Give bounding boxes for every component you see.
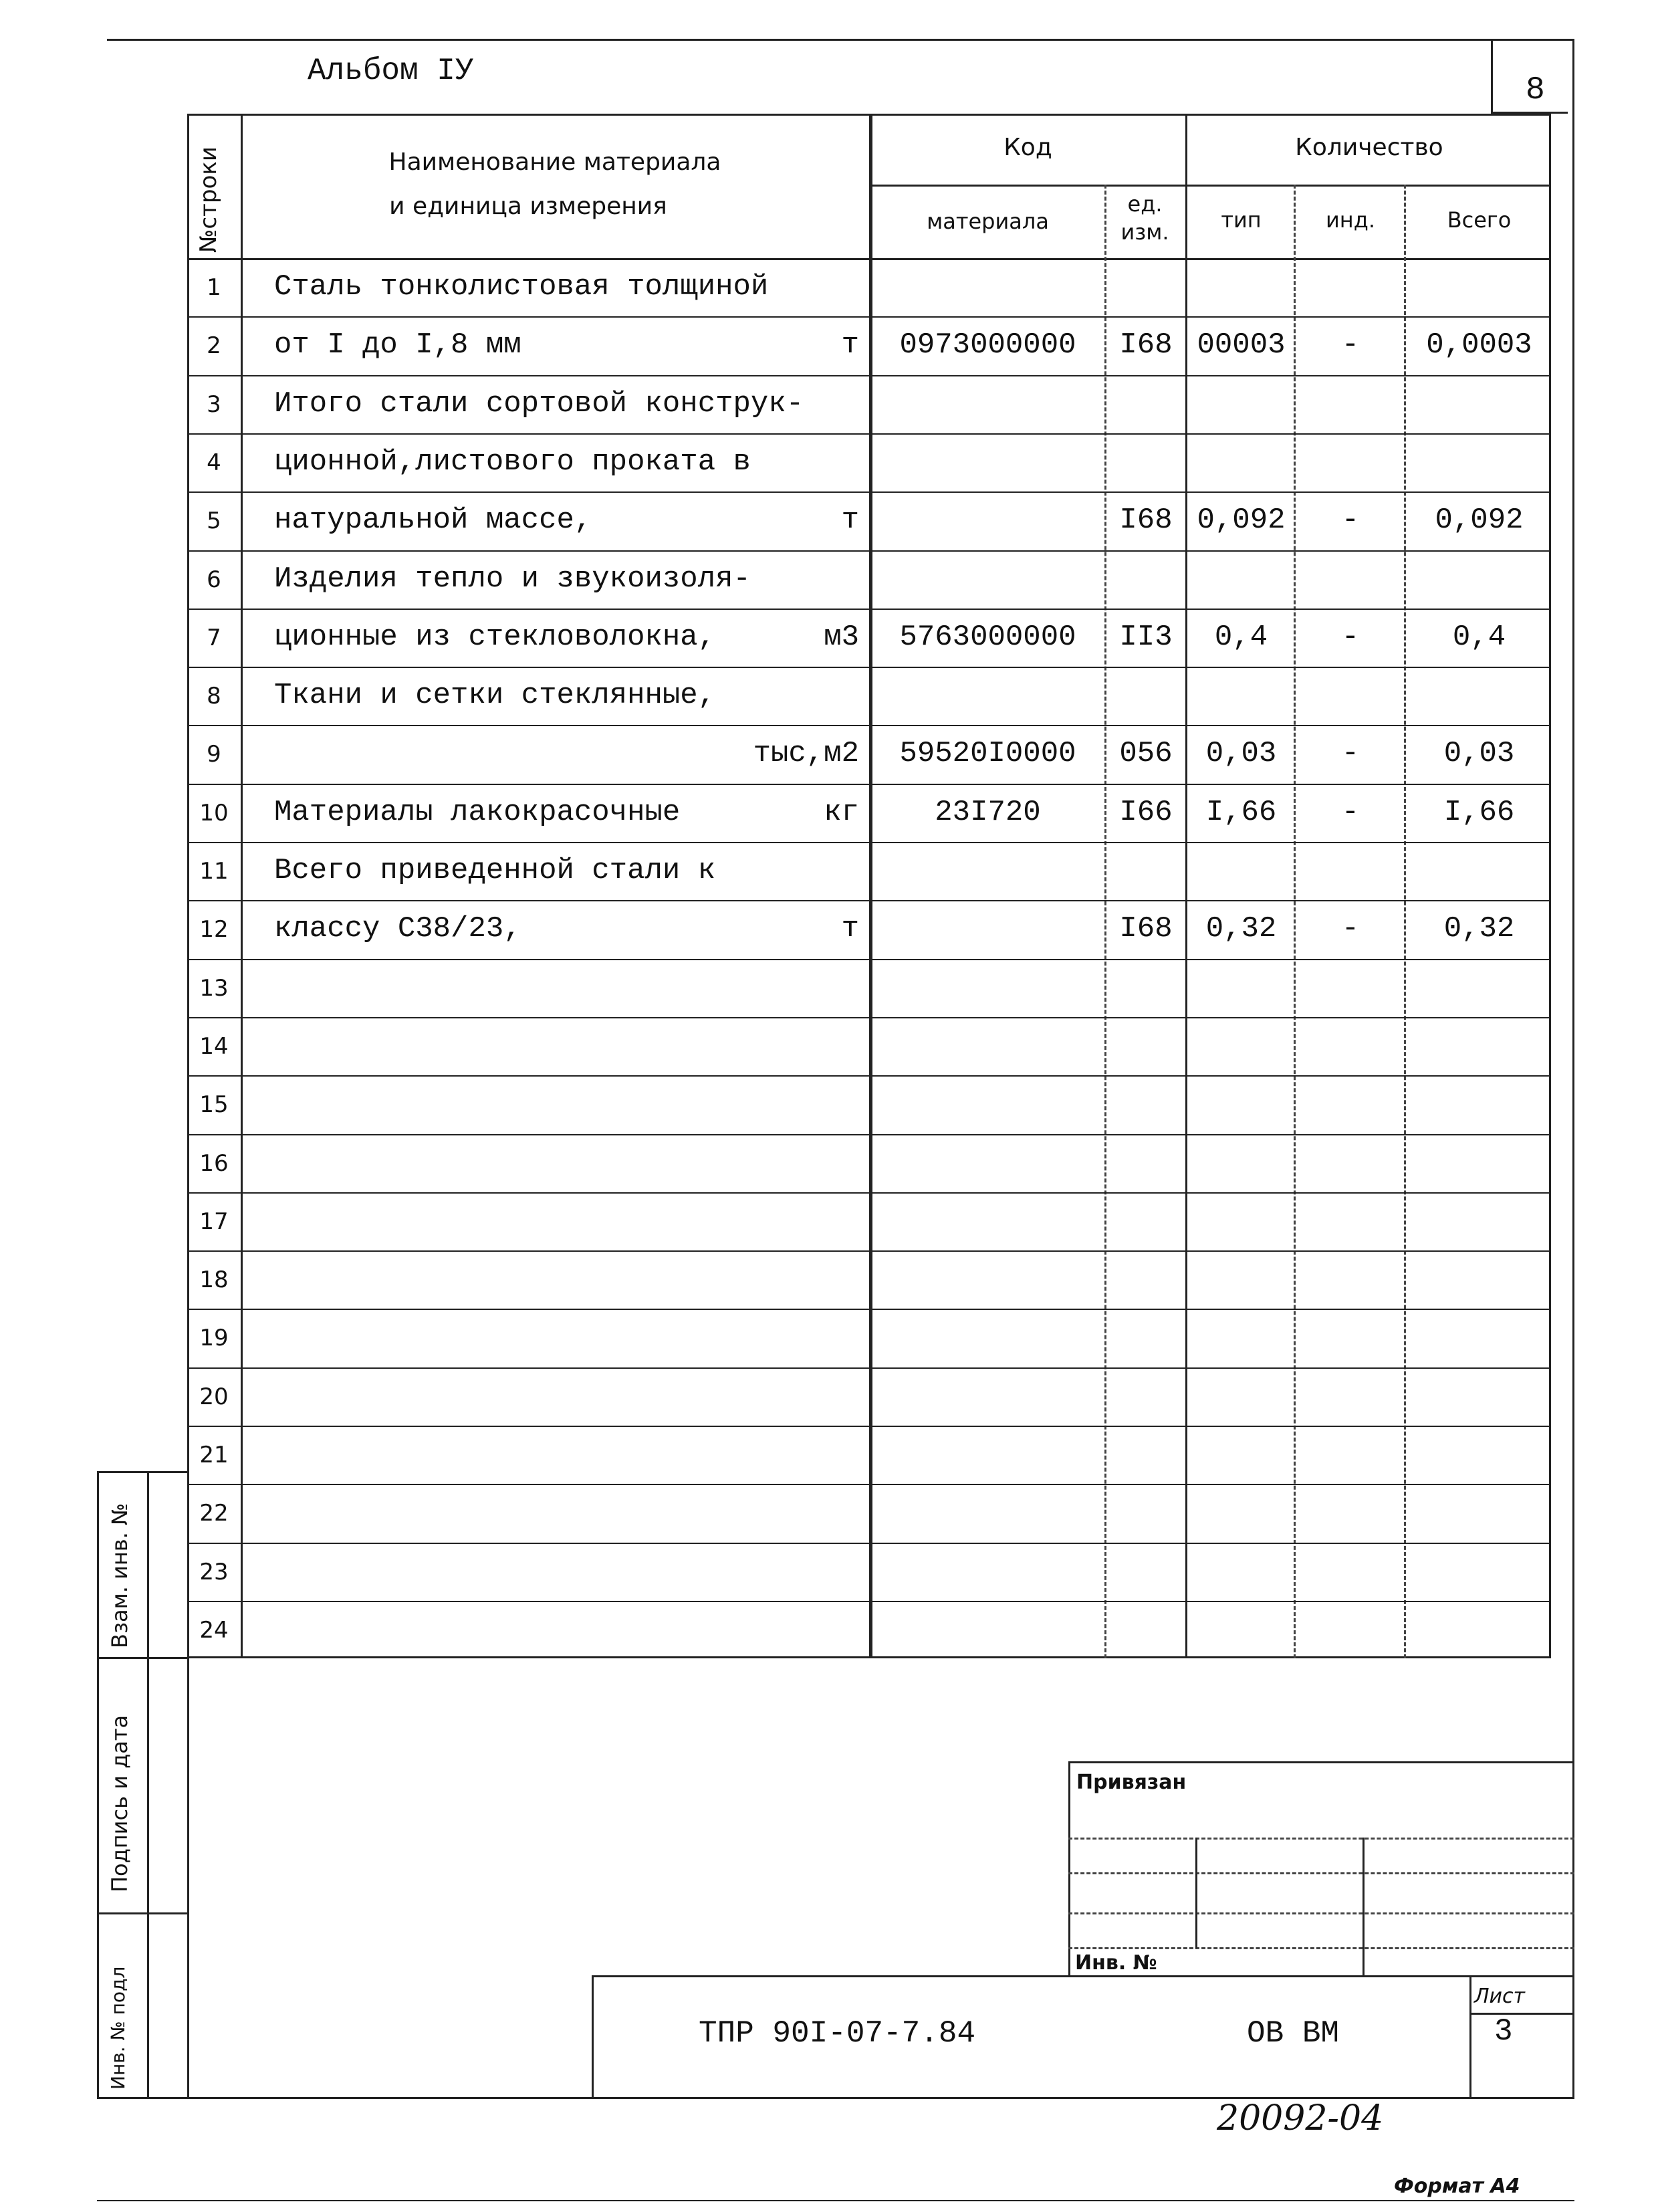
- row-number: 4: [207, 449, 221, 476]
- table-row-line: [187, 900, 1551, 901]
- cell-total: 0,32: [1443, 912, 1515, 946]
- right-border: [1572, 39, 1574, 2098]
- top-border: [107, 39, 1574, 41]
- row-number: 18: [199, 1266, 229, 1293]
- cell-ed: II3: [1119, 621, 1173, 654]
- header-name-line1: Наименование материала: [388, 148, 721, 176]
- row-number: 7: [207, 625, 221, 651]
- cell-total: 0,092: [1435, 504, 1524, 537]
- header-subline: [869, 185, 1551, 187]
- row-number: 13: [199, 975, 229, 1002]
- cell-name: ционной,листового проката в: [274, 445, 751, 479]
- header-unit-line2: изм.: [1120, 219, 1169, 245]
- cell-ed: I68: [1119, 912, 1173, 946]
- row-number: 1: [207, 274, 221, 301]
- cell-name: натуральной массе,: [274, 504, 592, 537]
- row-number: 23: [199, 1559, 229, 1585]
- stamp-attached-line3: [1068, 1912, 1574, 1914]
- side-stamp-line1: [97, 1657, 187, 1659]
- table-row-line: [187, 959, 1551, 960]
- stamp-attached-col1: [1195, 1838, 1197, 1949]
- col-line-ind: [1404, 185, 1406, 1658]
- row-number: 22: [199, 1500, 229, 1527]
- row-number: 14: [199, 1033, 229, 1060]
- stamp-main-left: [592, 1975, 594, 2098]
- page-number: 8: [1526, 72, 1545, 108]
- table-row-line: [187, 1601, 1551, 1602]
- cell-unit: тыс,м2: [753, 737, 859, 770]
- table-row-line: [187, 784, 1551, 785]
- header-code: Код: [1003, 134, 1052, 161]
- cell-ind: -: [1341, 621, 1360, 654]
- table-row-line: [187, 1017, 1551, 1018]
- table-row-line: [187, 609, 1551, 610]
- table-row-line: [187, 842, 1551, 843]
- side-stamp-right: [187, 1471, 189, 2098]
- cell-name: классу С38/23,: [274, 912, 521, 946]
- table-row-line: [187, 1426, 1551, 1427]
- table-row-line: [187, 1134, 1551, 1135]
- table-row-line: [187, 1543, 1551, 1544]
- cell-total: I,66: [1443, 796, 1515, 829]
- album-title: Альбом IУ: [308, 53, 474, 88]
- table-row-line: [187, 1484, 1551, 1485]
- header-quantity: Количество: [1295, 134, 1443, 161]
- cell-unit: т: [841, 504, 859, 537]
- side-stamp-line2: [97, 1912, 187, 1914]
- header-name-line2: и единица измерения: [389, 193, 667, 220]
- cell-type: I,66: [1205, 796, 1277, 829]
- stamp-attached-line2: [1068, 1872, 1574, 1874]
- header-code-material: материала: [927, 209, 1049, 234]
- row-number: 5: [207, 508, 221, 534]
- cell-name: Сталь тонколистовая толщиной: [274, 270, 769, 304]
- cell-name: Изделия тепло и звукоизоля-: [274, 562, 751, 596]
- stamp-inv-no: Инв. №: [1075, 1951, 1157, 1975]
- cell-type: 00003: [1197, 328, 1286, 362]
- cell-ind: -: [1341, 912, 1360, 946]
- header-unit-line1: ед.: [1127, 191, 1163, 217]
- row-number: 11: [199, 858, 229, 885]
- cell-unit: т: [841, 912, 859, 946]
- table-row-line: [187, 1309, 1551, 1310]
- cell-name: от I до I,8 мм: [274, 328, 521, 362]
- row-number: 24: [199, 1617, 229, 1644]
- stamp-sheet-left: [1469, 1975, 1471, 2098]
- stamp-doc-code: ТПР 90I-07-7.84: [699, 2016, 976, 2051]
- header-qty-total: Всего: [1447, 207, 1512, 233]
- cell-code: 0973000000: [899, 328, 1076, 362]
- side-stamp-inner: [147, 1471, 149, 2098]
- row-number: 8: [207, 683, 221, 709]
- cell-code: 23I720: [935, 796, 1041, 829]
- cell-code: 59520I0000: [899, 737, 1076, 770]
- table-row-line: [187, 491, 1551, 493]
- cell-unit: м3: [824, 621, 859, 654]
- cell-total: 0,03: [1443, 737, 1515, 770]
- handwritten-number: 20092-04: [1217, 2098, 1384, 2138]
- cell-name: Материалы лакокрасочные: [274, 796, 681, 829]
- footer-line: [97, 2200, 1574, 2201]
- cell-total: 0,4: [1452, 621, 1506, 654]
- side-stamp-outer: [97, 1471, 99, 2098]
- row-number: 3: [207, 391, 221, 418]
- stamp-sheet-divider: [1469, 2013, 1574, 2015]
- row-number: 16: [199, 1150, 229, 1177]
- table-row-line: [187, 433, 1551, 435]
- table-row-line: [187, 1192, 1551, 1194]
- cell-unit: т: [841, 328, 859, 362]
- stamp-attached: Привязан: [1076, 1771, 1187, 1794]
- row-number: 6: [207, 566, 221, 593]
- stamp-doc-mark: ОВ ВМ: [1247, 2016, 1340, 2051]
- table-row-line: [187, 550, 1551, 552]
- side-sign-date: Подпись и дата: [107, 1715, 132, 1892]
- row-number: 17: [199, 1208, 229, 1235]
- stamp-attached-left: [1068, 1761, 1070, 1975]
- stamp-attached-top: [1068, 1761, 1574, 1763]
- header-row-number: №строки: [195, 146, 222, 253]
- table-row-line: [187, 725, 1551, 726]
- row-number: 9: [207, 741, 221, 768]
- cell-total: 0,0003: [1426, 328, 1532, 362]
- cell-unit: кг: [824, 796, 859, 829]
- table-row-line: [187, 1250, 1551, 1252]
- stamp-attached-line4: [1068, 1947, 1574, 1949]
- cell-ed: I66: [1119, 796, 1173, 829]
- cell-code: 5763000000: [899, 621, 1076, 654]
- cell-ed: I68: [1119, 504, 1173, 537]
- stamp-sheet-label: Лист: [1474, 1985, 1526, 2008]
- side-inv-no: Взам. инв. №: [107, 1503, 132, 1648]
- format-label: Формат А4: [1394, 2175, 1520, 2198]
- cell-type: 0,092: [1197, 504, 1286, 537]
- table-row-line: [187, 1367, 1551, 1369]
- cell-ed: I68: [1119, 328, 1173, 362]
- cell-name: ционные из стекловолокна,: [274, 621, 716, 654]
- header-qty-ind: инд.: [1325, 207, 1375, 233]
- table-row-line: [187, 375, 1551, 376]
- row-number: 15: [199, 1091, 229, 1118]
- cell-type: 0,32: [1205, 912, 1277, 946]
- cell-name: Ткани и сетки стеклянные,: [274, 679, 716, 712]
- stamp-main-top: [592, 1975, 1574, 1977]
- side-stamp-top: [97, 1471, 187, 1473]
- cell-ed: 056: [1119, 737, 1173, 770]
- cell-ind: -: [1341, 737, 1360, 770]
- side-orig-inv: Инв. № подл: [107, 1966, 129, 2090]
- cell-name: Всего приведенной стали к: [274, 854, 716, 887]
- header-qty-type: тип: [1221, 207, 1262, 233]
- row-number: 12: [199, 916, 229, 943]
- row-number: 19: [199, 1325, 229, 1351]
- stamp-attached-col2: [1363, 1838, 1365, 1975]
- table-row-line: [187, 667, 1551, 668]
- cell-ind: -: [1341, 796, 1360, 829]
- table-row-line: [187, 1075, 1551, 1077]
- col-line-type: [1294, 185, 1296, 1658]
- cell-name: Итого стали сортовой конструк-: [274, 387, 804, 421]
- row-number: 10: [199, 800, 229, 826]
- cell-ind: -: [1341, 328, 1360, 362]
- cell-ind: -: [1341, 504, 1360, 537]
- cell-type: 0,03: [1205, 737, 1277, 770]
- cell-type: 0,4: [1214, 621, 1268, 654]
- row-number: 2: [207, 332, 221, 359]
- stamp-sheet-no: 3: [1494, 2014, 1513, 2049]
- table-row-line: [187, 316, 1551, 318]
- row-number: 21: [199, 1442, 229, 1468]
- row-number: 20: [199, 1384, 229, 1410]
- stamp-attached-line1: [1068, 1838, 1574, 1840]
